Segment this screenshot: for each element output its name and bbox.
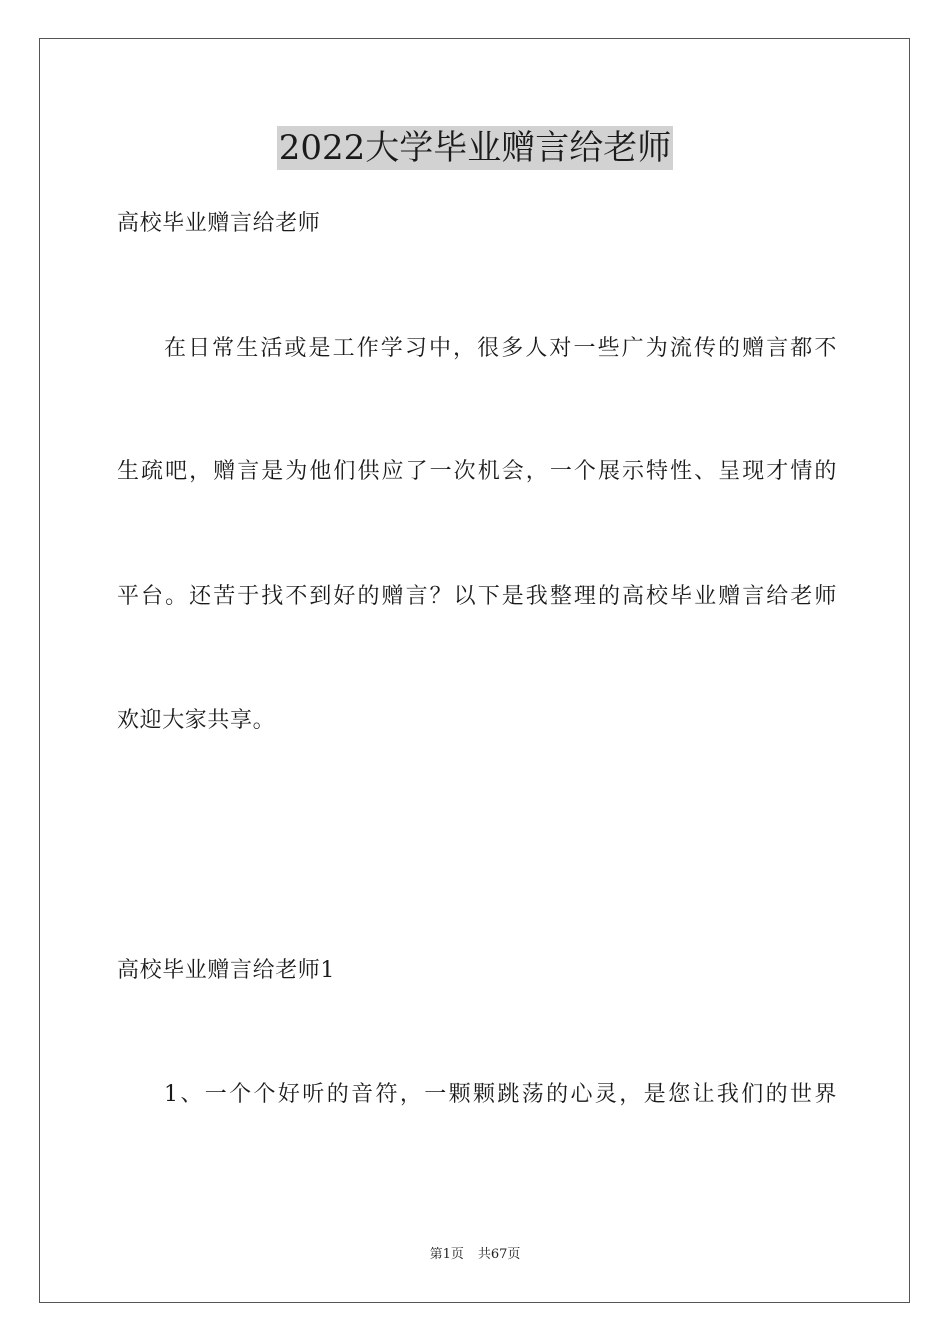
page-number-current: 第1页: [429, 1247, 464, 1262]
page-footer: [0, 1246, 950, 1264]
document-subtitle: 高校毕业赠言给老师: [117, 211, 321, 236]
intro-line-1: 在日常生活或是工作学习中，很多人对一些广为流传的赠言都不: [164, 336, 837, 361]
item-line-1: 1、一个个好听的音符，一颗颗跳荡的心灵，是您让我们的世界: [164, 1082, 837, 1107]
document-title: [0, 126, 950, 170]
intro-line-3: 平台。还苦于找不到好的赠言？以下是我整理的高校毕业赠言给老师: [117, 584, 837, 609]
page-number-total: 共67页: [477, 1247, 521, 1262]
section-heading: 高校毕业赠言给老师1: [117, 958, 335, 983]
document-title-text: 2022大学毕业赠言给老师: [278, 128, 672, 168]
intro-line-4: 欢迎大家共享。: [117, 708, 276, 733]
intro-line-2: 生疏吧，赠言是为他们供应了一次机会，一个展示特性、呈现才情的: [117, 459, 837, 484]
